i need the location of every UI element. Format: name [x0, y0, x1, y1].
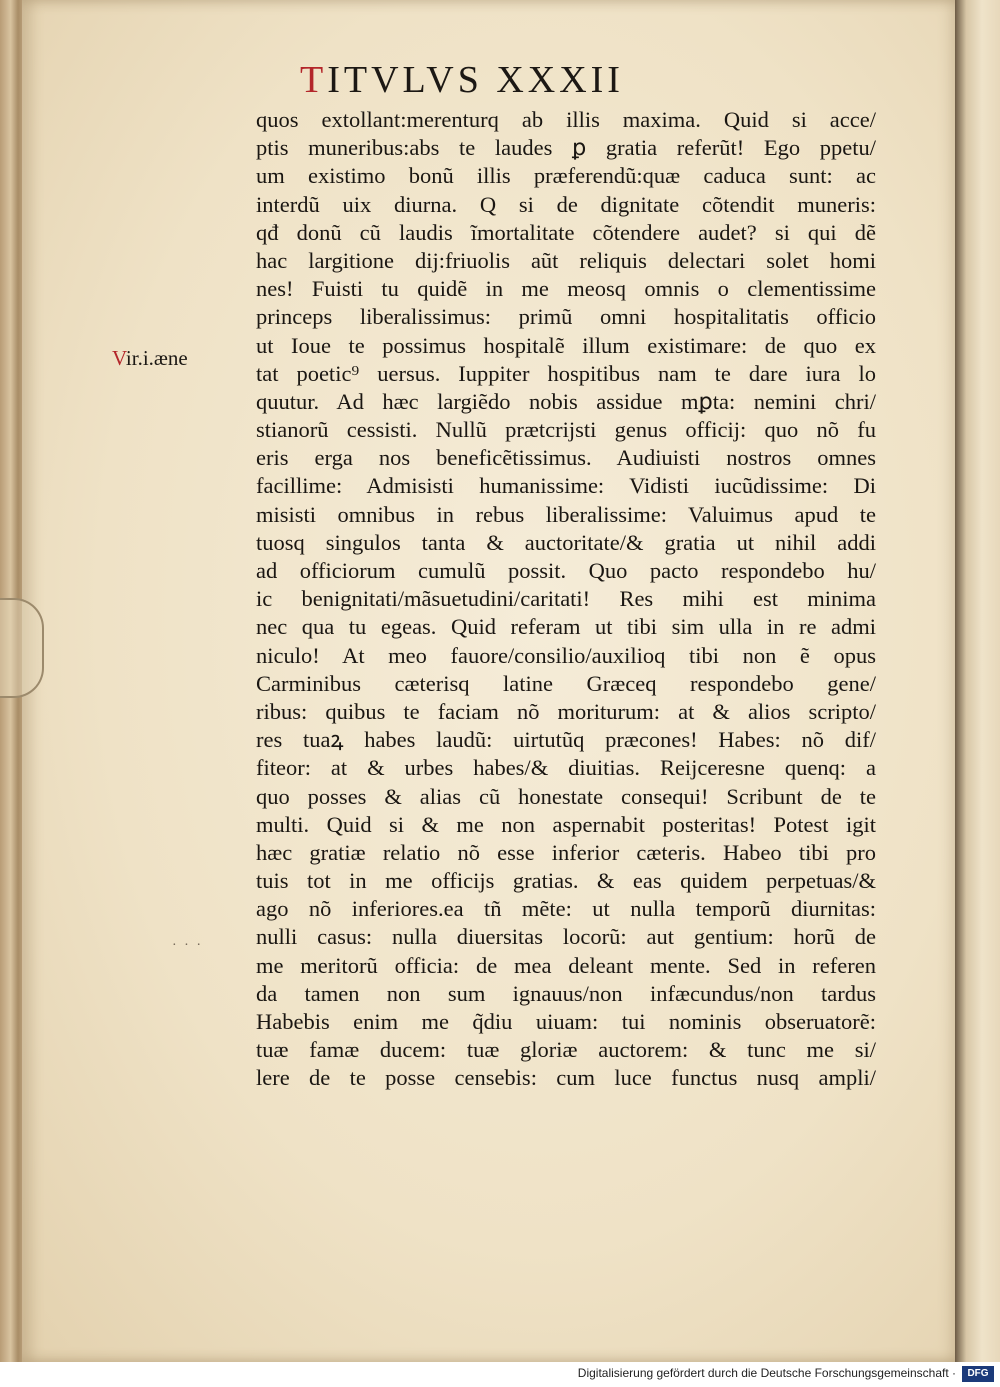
- footer-bar: [0, 1362, 1000, 1387]
- dfg-logo: DFG: [962, 1366, 994, 1382]
- marginal-text: ir.i.æne: [125, 346, 188, 370]
- text-line: ic benignitati/mãsuetudini/caritati! Res mihi est minima: [256, 586, 876, 612]
- footer-credit: Digitalisierung gefördert durch die Deutsche Forschungsgemeinschaft ·: [577, 1366, 956, 1380]
- heading-red-initial: T: [300, 59, 328, 101]
- marginal-red-initial: V: [112, 346, 126, 370]
- text-line: qđ donũ cũ laudis ĩmortalitate cõtendere audet? si qui dẽ: [256, 219, 876, 245]
- text-line: facillime: Admisisti humanissime: Vidisti iucũdissime: Di: [256, 473, 876, 499]
- marginal-note: [112, 346, 188, 371]
- right-page-edge: [955, 0, 1000, 1362]
- text-line: hac largitione dij:friuolis aũt reliquis delectari solet homi: [256, 247, 876, 273]
- text-line: stianorũ cessisti. Nullũ prætcrijsti genus officij: quo nõ fu: [256, 417, 876, 443]
- text-line: nec qua tu egeas. Quid referam ut tibi sim ulla in re admi: [256, 614, 876, 640]
- text-line: quo posses & alias cũ honestate consequi! Scribunt de te: [256, 783, 876, 809]
- text-line: nulli casus: nulla diuersitas locorũ: aut gentium: horũ de: [256, 924, 876, 950]
- text-line: ptis muneribus:abs te laudes ꝑ gratia referũt! Ego ppetu/: [256, 135, 876, 161]
- text-line: niculo! At meo fauore/consilio/auxilioq tibi non ẽ opus: [256, 642, 876, 668]
- text-line: hæc gratiæ relatio nõ esse inferior cæteris. Habeo tibi pro: [256, 839, 876, 865]
- text-line: quos extollant:merenturq ab illis maxima. Quid si acce/: [256, 107, 876, 132]
- heading-text: ITVLVS XXXII: [327, 59, 624, 101]
- stray-marks: · · ·: [172, 938, 203, 953]
- text-line: Carminibus cæterisq latine Græceq respondebo gene/: [256, 670, 876, 696]
- text-line: ago nõ inferiores.ea tñ mẽte: ut nulla temporũ diurnitas:: [256, 896, 876, 922]
- book-clasp-tab: [0, 598, 44, 698]
- text-line: misisti omnibus in rebus liberalissime: Valuimus apud te: [256, 501, 876, 527]
- text-line: ut Ioue te possimus hospitalẽ illum existimare: de quo ex: [256, 332, 876, 358]
- text-line: me meritorũ officia: de mea deleant mente. Sed in referen: [256, 952, 876, 978]
- text-line: res tuaꝝ habes laudũ: uirtutũq præcones! Habes: nõ dif/: [256, 727, 876, 753]
- text-line: tuis tot in me officijs gratias. & eas quidem perpetuas/&: [256, 868, 876, 894]
- text-line: ad officiorum cumulũ possit. Quo pacto respondebo hu/: [256, 558, 876, 583]
- text-line: da tamen non sum ignauus/non infæcundus/non tardus: [256, 980, 876, 1006]
- text-line: tuæ famæ ducem: tuæ gloriæ auctorem: & tunc me si/: [256, 1037, 876, 1063]
- text-line: nes! Fuisti tu quidẽ in me meosq omnis o clementissime: [256, 276, 876, 302]
- page-heading: [300, 58, 660, 102]
- text-line: fiteor: at & urbes habes/& diuitias. Reijceresne quenq: a: [256, 755, 876, 781]
- text-line: tat poetic⁹ uersus. Iuppiter hospitibus nam te dare iura lo: [256, 360, 876, 386]
- text-line: ribus: quibus te faciam nõ moriturum: at & alios scripto/: [256, 698, 876, 724]
- text-line: Habebis enim me q̃diu uiuam: tui nominis obseruatorẽ:: [256, 1009, 876, 1034]
- text-line: interdũ uix diurna. Q si de dignitate cõtendit muneris:: [256, 191, 876, 217]
- text-line: lere de te posse censebis: cum luce functus nusq ampli/: [256, 1065, 876, 1091]
- text-line: tuosq singulos tanta & auctoritate/& gratia ut nihil addi: [256, 529, 876, 555]
- text-block: [256, 106, 876, 1093]
- text-line: princeps liberalissimus: primũ omni hospitalitatis officio: [256, 304, 876, 330]
- text-line: um existimo bonũ illis præferendũ:quæ caduca sunt: ac: [256, 163, 876, 189]
- text-line: multi. Quid si & me non aspernabit posteritas! Potest igit: [256, 811, 876, 837]
- text-line: eris erga nos beneficẽtissimus. Audiuisti nostros omnes: [256, 445, 876, 471]
- text-line: quutur. Ad hæc largiẽdo nobis assidue mꝑta: nemini chri/: [256, 388, 876, 414]
